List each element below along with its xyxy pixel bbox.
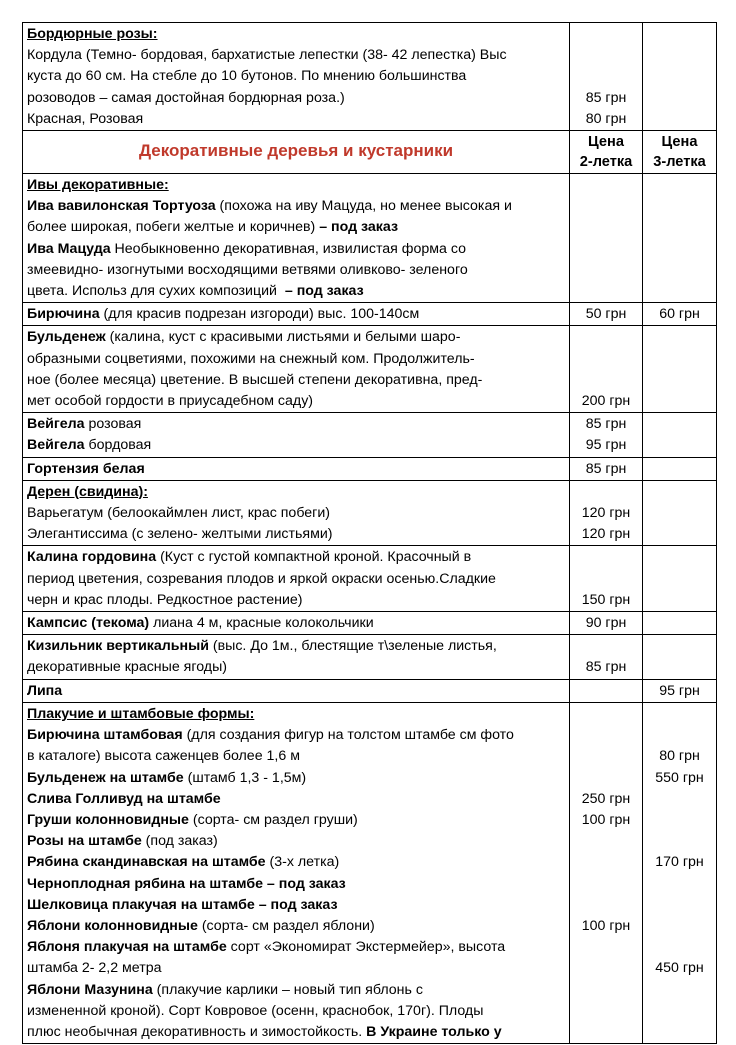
category-heading: Плакучие и штамбовые формы: — [27, 705, 255, 722]
table-row — [23, 174, 717, 303]
item-name: Вейгела — [27, 437, 85, 454]
price-3yr-cell — [643, 413, 717, 457]
table-row — [23, 303, 717, 326]
price: 100 грн — [581, 811, 631, 828]
price: 85 грн — [585, 416, 627, 433]
price-3yr-cell — [643, 174, 717, 303]
item-name: Яблоня плакучая на штамбе — [27, 939, 227, 956]
column-header-2yr — [570, 131, 643, 174]
item-name: Слива Голливуд на штамбе — [27, 790, 221, 807]
table-row — [23, 326, 717, 413]
table-row — [23, 635, 717, 679]
price-2yr-cell — [570, 174, 643, 303]
description-cell — [23, 326, 570, 413]
item-name: Кампсис (текома) — [27, 615, 150, 632]
price: 120 грн — [581, 505, 631, 522]
price: 85 грн — [585, 659, 627, 676]
price-2yr-cell — [570, 612, 643, 635]
item-description: плюс необычная декоративность и зимостойкость. — [27, 1023, 363, 1040]
price: 450 грн — [655, 960, 704, 977]
item-description: (похожа на иву Мацуда, но менее высокая и — [215, 198, 512, 215]
order-note: – под заказ — [315, 219, 399, 236]
item-name: Вейгела — [27, 416, 85, 433]
price: 95 грн — [659, 682, 700, 699]
item-description: образными соцветиями, похожими на снежный ком. Продолжитель- — [27, 350, 475, 367]
item-description: ное (более месяца) цветение. В высшей степени декоративна, пред- — [27, 371, 483, 388]
item-description: декоративные красные ягоды) — [27, 659, 227, 676]
description-cell — [23, 174, 570, 303]
table-row — [23, 612, 717, 635]
header-label: 2-летка — [579, 154, 633, 171]
item-description: более широкая, побеги желтые и коричнев) — [27, 219, 316, 236]
header-label: 3-летка — [653, 154, 706, 171]
price: 200 грн — [581, 393, 631, 410]
item-description: черн и крас плоды. Редкостное растение) — [27, 591, 303, 608]
price-2yr-cell — [570, 303, 643, 326]
price: 80 грн — [585, 110, 627, 127]
item-description: (под заказ) — [141, 833, 218, 850]
price-3yr-cell — [643, 303, 717, 326]
item-description: Варьегатум (белоокаймлен лист, крас побеги) — [27, 505, 330, 522]
item-description: (сорта- см раздел груши) — [188, 811, 358, 828]
price: 550 грн — [655, 769, 704, 786]
description-cell — [23, 702, 570, 1043]
item-description: (для красив подрезан изгороди) выс. 100-140см — [99, 306, 420, 323]
column-header-3yr — [643, 131, 717, 174]
item-description: Кордула (Темно- бордовая, бархатистые лепестки (38- 42 лепестка) Выс — [27, 47, 507, 64]
category-heading: Ивы декоративные: — [27, 177, 169, 194]
price-3yr-cell — [643, 457, 717, 480]
item-description: Элегантиссима (с зелено- желтыми листьями) — [27, 526, 333, 543]
order-note: – под заказ — [284, 283, 364, 300]
table-row — [23, 413, 717, 457]
price-2yr-cell — [570, 635, 643, 679]
item-description: (3-х летка) — [265, 854, 340, 871]
item-variant: Красная, Розовая — [27, 110, 144, 127]
price-2yr-cell — [570, 546, 643, 612]
price: 90 грн — [585, 615, 627, 632]
item-name: Калина гордовина — [27, 549, 157, 566]
price: 85 грн — [585, 89, 627, 106]
price-2yr-cell — [570, 702, 643, 1043]
description-cell — [23, 23, 570, 131]
description-cell — [23, 546, 570, 612]
item-description: штамба 2- 2,2 метра — [27, 960, 162, 977]
item-description: мет особой гордости в приусадебном саду) — [27, 393, 314, 410]
item-name: Бирючина — [27, 306, 100, 323]
price-2yr-cell — [570, 326, 643, 413]
price-2yr-cell — [570, 457, 643, 480]
header-label: Цена — [588, 134, 624, 151]
category-heading: Бордюрные розы: — [27, 26, 158, 42]
item-name: Липа — [27, 682, 63, 699]
price-3yr-cell — [643, 480, 717, 546]
item-description: период цветения, созревания плодов и яркой окраски осенью.Сладкие — [27, 570, 496, 587]
price: 250 грн — [581, 790, 631, 807]
description-cell — [23, 413, 570, 457]
item-name: Бульденеж — [27, 329, 106, 346]
price: 95 грн — [585, 437, 627, 454]
price-3yr-cell — [643, 679, 717, 702]
item-description: (калина, куст с красивыми листьями и белыми шаро- — [105, 329, 461, 346]
item-name: Шелковица плакучая на штамбе – под заказ — [27, 896, 338, 913]
item-description: сорт «Экономират Экстермейер», высота — [226, 939, 506, 956]
item-description: в каталоге) высота саженцев более 1,6 м — [27, 748, 300, 765]
description-cell — [23, 679, 570, 702]
price: 150 грн — [581, 591, 631, 608]
item-description: куста до 60 см. На стебле до 10 бутонов. По мнению большинства — [27, 68, 467, 85]
price-3yr-cell — [643, 546, 717, 612]
price-3yr-cell — [643, 23, 717, 131]
header-label: Цена — [661, 134, 698, 151]
item-name: Черноплодная рябина на штамбе – под заказ — [27, 875, 346, 892]
item-name: Кизильник вертикальный — [27, 638, 209, 655]
price: 50 грн — [585, 306, 627, 323]
item-name: Яблони колонновидные — [27, 917, 198, 934]
item-description: (штамб 1,3 - 1,5м) — [183, 769, 307, 786]
item-name: Гортензия белая — [27, 460, 145, 477]
item-description: бордовая — [84, 437, 152, 454]
description-cell — [23, 635, 570, 679]
price: 60 грн — [659, 306, 700, 323]
item-description: (плакучие карлики – новый тип яблонь с — [152, 981, 423, 998]
description-cell — [23, 457, 570, 480]
table-row — [23, 23, 717, 131]
item-description: змеевидно- изогнутыми восходящими ветвями оливково- зеленого — [27, 261, 468, 278]
price-3yr-cell — [643, 702, 717, 1043]
section-title: Декоративные деревья и кустарники — [23, 131, 570, 174]
category-heading: Дерен (свидина): — [27, 483, 148, 500]
price: 120 грн — [581, 526, 631, 543]
price: 100 грн — [581, 917, 631, 934]
item-description: цвета. Использ для сухих композиций — [27, 283, 277, 300]
description-cell — [23, 612, 570, 635]
item-name: Ива Мацуда — [27, 240, 111, 257]
price-2yr-cell — [570, 23, 643, 131]
description-cell — [23, 480, 570, 546]
price-table — [22, 22, 717, 1044]
price-2yr-cell — [570, 480, 643, 546]
item-description: измененной кроной). Сорт Ковровое (осенн, краснобок, 170г). Плоды — [27, 1002, 484, 1019]
price-3yr-cell — [643, 635, 717, 679]
item-description: (сорта- см раздел яблони) — [197, 917, 375, 934]
table-row — [23, 457, 717, 480]
price-3yr-cell — [643, 326, 717, 413]
description-cell — [23, 303, 570, 326]
item-name: Яблони Мазунина — [27, 981, 153, 998]
price: 85 грн — [585, 460, 627, 477]
table-row — [23, 679, 717, 702]
item-note: В Украине только у — [362, 1023, 502, 1040]
price-3yr-cell — [643, 612, 717, 635]
price-2yr-cell — [570, 413, 643, 457]
item-description: розоводов – самая достойная бордюрная роза.) — [27, 89, 345, 106]
item-name: Ива вавилонская Тортуоза — [27, 198, 216, 215]
price: 170 грн — [655, 854, 704, 871]
item-name: Розы на штамбе — [27, 833, 142, 850]
section-header-row — [23, 131, 717, 174]
item-description: розовая — [84, 416, 142, 433]
price: 80 грн — [659, 748, 700, 765]
table-row — [23, 480, 717, 546]
item-name: Рябина скандинавская на штамбе — [27, 854, 266, 871]
item-description: Необыкновенно декоративная, извилистая форма со — [110, 240, 466, 257]
table-row — [23, 702, 717, 1043]
item-name: Груши колонновидные — [27, 811, 189, 828]
item-description: (Куст с густой компактной кроной. Красочный в — [156, 549, 472, 566]
item-name: Бульденеж на штамбе — [27, 769, 184, 786]
price-2yr-cell — [570, 679, 643, 702]
item-description: (выс. До 1м., блестящие т\зеленые листья, — [208, 638, 497, 655]
item-description: лиана 4 м, красные колокольчики — [149, 615, 374, 632]
item-description: (для создания фигур на толстом штамбе см фото — [182, 727, 514, 744]
table-row — [23, 546, 717, 612]
item-name: Бирючина штамбовая — [27, 727, 183, 744]
